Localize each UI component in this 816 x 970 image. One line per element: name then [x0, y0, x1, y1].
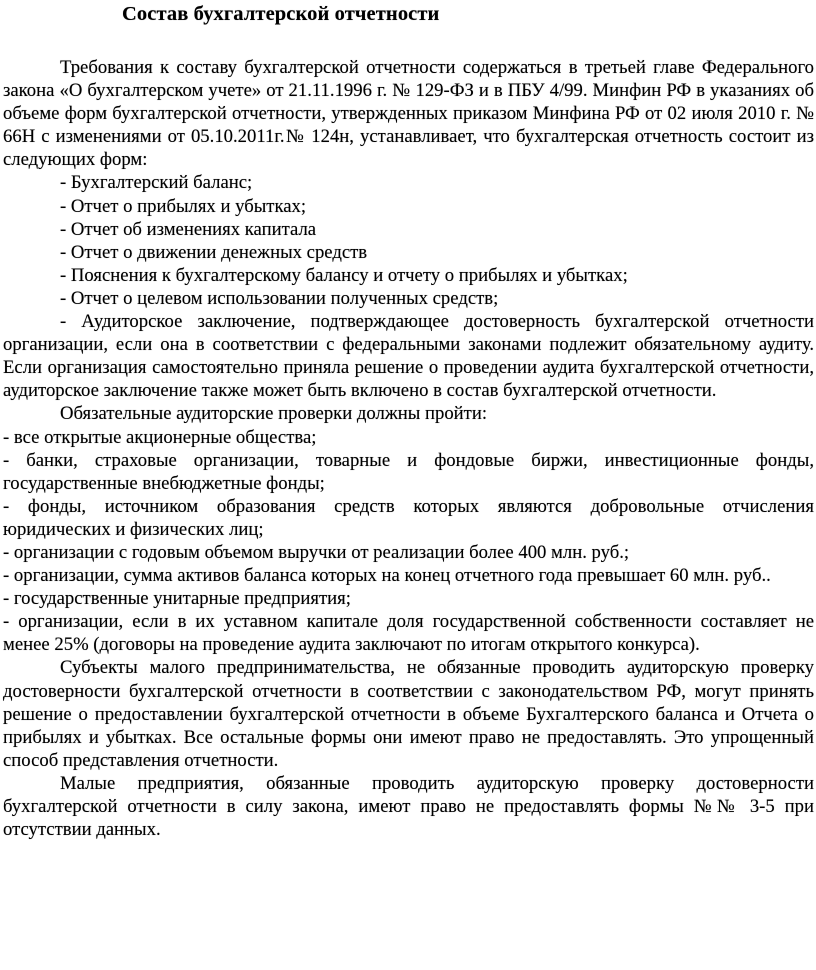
paragraph: Требования к составу бухгалтерской отчетности содержаться в третьей главе Федерального закона «О бухгалтерском учете» от 21.11.1996 г. № 129-ФЗ и в ПБУ 4/99. Минфин РФ в указаниях об объеме форм бухгалтерской отчетности, утвержденных приказом Минфина РФ от 02 июля 2010 г. № 66Н с изменениями от 05.10.2011г.№ 124н, устанавливает, что бухгалтерская отчетность состоит из следующих форм: — [3, 57, 814, 171]
paragraph: - Аудиторское заключение, подтверждающее достоверность бухгалтерской отчетности организации, если она в соответствии с федеральными законами подлежит обязательному аудиту. Если организация самостоятельно приняла решение о проведении аудита бухгалтерской отчетности, аудиторское заключение также может быть включено в состав бухгалтерской отчетности. — [3, 311, 814, 402]
document-body — [3, 56, 814, 841]
paragraph: - государственные унитарные предприятия; — [3, 588, 351, 610]
paragraph: - организации с годовым объемом выручки от реализации более 400 млн. руб.; — [3, 541, 630, 563]
paragraph: - все открытые акционерные общества; — [3, 426, 317, 448]
paragraph: - Отчет о движении денежных средств — [60, 241, 368, 263]
paragraph: - Пояснения к бухгалтерскому балансу и отчету о прибылях и убытках; — [60, 264, 628, 286]
paragraph: - Бухгалтерский баланс; — [60, 172, 253, 194]
paragraph: - банки, страховые организации, товарные и фондовые биржи, инвестиционные фонды, государственные внебюджетные фонды; — [3, 449, 814, 494]
paragraph: - фонды, источником образования средств которых являются добровольные отчисления юридических и физических лиц; — [3, 495, 814, 540]
document-title: Состав бухгалтерской отчетности — [122, 3, 440, 25]
paragraph: - Отчет о целевом использовании полученных средств; — [60, 287, 499, 309]
paragraph: - Отчет о прибылях и убытках; — [60, 195, 307, 217]
paragraph: - Отчет об изменениях капитала — [60, 218, 317, 240]
paragraph: Субъекты малого предпринимательства, не обязанные проводить аудиторскую проверку достоверности бухгалтерской отчетности в соответствии с законодательством РФ, могут принять решение о предоставлении бухгалтерской отчетности в объеме Бухгалтерского баланса и Отчета о прибылях и убытках. Все остальные формы они имеют право не предоставлять. Это упрощенный способ представления отчетности. — [3, 657, 814, 771]
paragraph: - организации, сумма активов баланса которых на конец отчетного года превышает 60 млн. руб.. — [3, 565, 771, 587]
paragraph: Обязательные аудиторские проверки должны пройти: — [60, 403, 488, 425]
paragraph: Малые предприятия, обязанные проводить аудиторскую проверку достоверности бухгалтерской отчетности в силу закона, имеют право не предоставлять формы №№ 3-5 при отсутствии данных. — [3, 772, 814, 841]
paragraph: - организации, если в их уставном капитале доля государственной собственности составляет не менее 25% (договоры на проведение аудита заключают по итогам открытого конкурса). — [3, 611, 814, 656]
